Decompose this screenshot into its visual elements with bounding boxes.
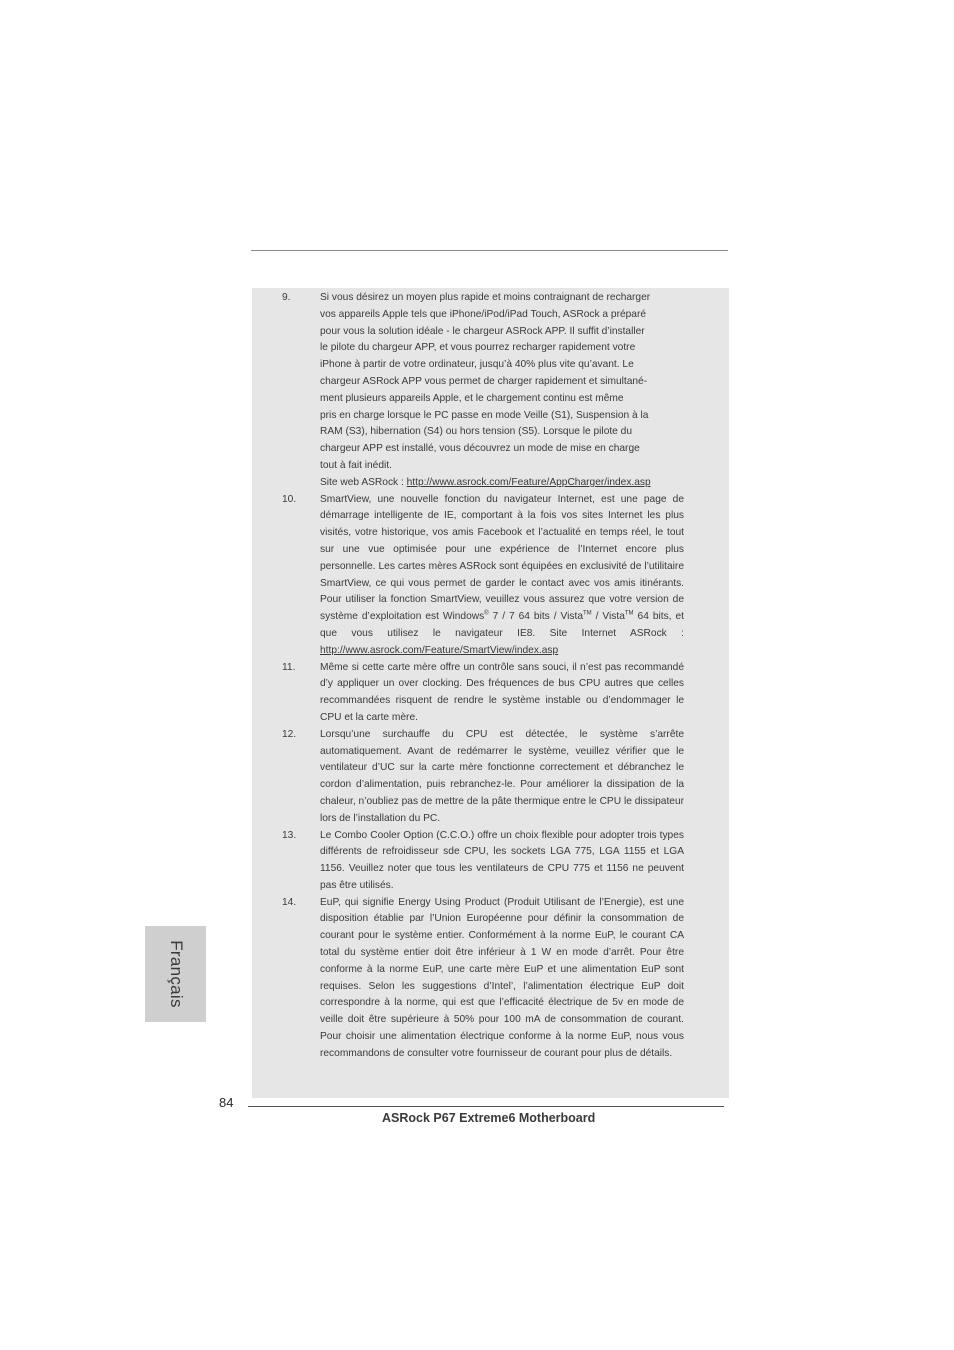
note-text: Lorsqu’une surchauffe du CPU est détectée, le système s’arrête automatiquement. Avant de redémarrer le système, veuillez vérifier que le ventilateur d’UC sur la carte mère fonctionne correctement et débranchez le cordon d’alimentation, puis rebranchez-le. Pour améliorer la dissipation de la chaleur, n’oubliez pas de mettre de la pâte thermique entre le CPU le dissipateur lors de l’installation du PC. (320, 728, 684, 824)
language-tab (145, 926, 206, 1022)
note-site-line (320, 475, 684, 492)
note-text-part: / Vista (591, 611, 625, 623)
note-number: 14. (282, 896, 297, 908)
footer-title: ASRock P67 Extreme6 Motherboard (382, 1111, 596, 1125)
note-text-part: SmartView, une nouvelle fonction du navigateur Internet, est une page de démarrage intelligente de IE, comportant à la fois vos sites Internet les plus visités, votre historique, vos amis Facebook et l’actualité en temps réel, le tout sur une vue optimisée pour une expérience de l’Internet encore plus personnelle. Les cartes mères ASRock sont équipées en exclusivité de l’utilitaire SmartView, ce qui vous permet de garder le contact avec vos amis itinérants. Pour utiliser la fonction SmartView, veuillez vous assurez que votre version de système d’exploitation est Windows (320, 493, 684, 623)
header-rule (251, 250, 728, 251)
smartview-link[interactable]: http://www.asrock.com/Feature/SmartView/index.asp (320, 644, 559, 656)
note-text-part: 7 / 7 64 bits / Vista (488, 611, 583, 623)
notes-list (252, 290, 729, 1063)
note-11 (252, 660, 729, 727)
page-number: 84 (219, 1095, 234, 1110)
note-text: Le Combo Cooler Option (C.C.O.) offre un choix flexible pour adopter trois types différents de refroidisseur sde CPU, les sockets LGA 775, LGA 1155 et LGA 1156. Veuillez noter que tous les ventilateurs de CPU 775 et 1156 ne peuvent pas être utilisés. (320, 829, 684, 891)
note-line: vos appareils Apple tels que iPhone/iPod/iPad Touch, ASRock a préparé (320, 308, 647, 320)
note-12 (252, 727, 729, 828)
note-number: 9. (282, 292, 291, 303)
note-13 (252, 828, 729, 895)
note-number: 13. (282, 829, 297, 841)
note-line: RAM (S3), hibernation (S4) ou hors tension (S5). Lorsque le pilote du (320, 426, 633, 438)
note-text-part: 64 bits, et que vous utilisez le navigateur IE8. Site Internet ASRock : (320, 611, 684, 639)
note-text (320, 290, 684, 492)
note-text: Même si cette carte mère offre un contrôle sans souci, il n’est pas recommandé d’y appliquer un over clocking. Des fréquences de bus CPU autres que celles recommandées risquent de rendre le système instable ou d’endommager le CPU et la carte mère. (320, 661, 684, 723)
note-text: EuP, qui signifie Energy Using Product (Produit Utilisant de l’Energie), est une disposition établie par l’Union Européenne pour définir la consommation de courant pour le système entier. Conformément à la norme EuP, le courant CA total du système entier doit être inférieur à 1 W en mode d’arrêt. Pour être conforme à la norme EuP, une carte mère EuP et une alimentation EuP sont requises. Selon les suggestions d’Intel’, l’alimentation électrique EuP doit correspondre à la norme, qui est que l’efficacité électrique de 5v en mode de veille doit être supérieure à 50% pour 100 mA de consommation de courant. Pour choisir une alimentation électrique conforme à la norme EuP, nous vous recommandons de consulter votre fournisseur de courant pour plus de détails. (320, 896, 684, 1059)
registered-mark: ® (484, 610, 489, 617)
note-line: iPhone à partir de votre ordinateur, jusqu’à 40% plus vite qu’avant. Le (320, 359, 634, 371)
note-14 (252, 895, 729, 1063)
footer-rule (248, 1106, 724, 1107)
note-line: chargeur APP est installé, vous découvrez un mode de mise en charge (320, 443, 640, 455)
trademark-mark: TM (624, 610, 634, 617)
language-tab-label: Français (166, 940, 186, 1008)
notes-panel (252, 288, 729, 1098)
note-line: ment plusieurs appareils Apple, et le chargement continu est même (320, 392, 624, 404)
note-line: chargeur ASRock APP vous permet de charger rapidement et simultané- (320, 375, 648, 387)
note-line: tout à fait inédit. (320, 459, 392, 471)
note-number: 12. (282, 728, 297, 740)
note-10 (252, 492, 729, 660)
note-number: 10. (282, 493, 297, 505)
note-text (320, 492, 684, 660)
note-9 (252, 290, 729, 492)
note-line: pris en charge lorsque le PC passe en mode Veille (S1), Suspension à la (320, 409, 649, 421)
appcharger-link[interactable]: http://www.asrock.com/Feature/AppCharger/index.asp (406, 476, 651, 488)
note-line: le pilote du chargeur APP, et vous pourrez recharger rapidement votre (320, 342, 636, 354)
trademark-mark: TM (583, 610, 592, 617)
note-line: pour vous la solution idéale - le chargeur ASRock APP. Il suffit d’installer (320, 325, 645, 337)
site-label: Site web ASRock : (320, 476, 407, 488)
note-line: Si vous désirez un moyen plus rapide et moins contraignant de recharger (320, 292, 651, 303)
note-number: 11. (282, 661, 296, 673)
